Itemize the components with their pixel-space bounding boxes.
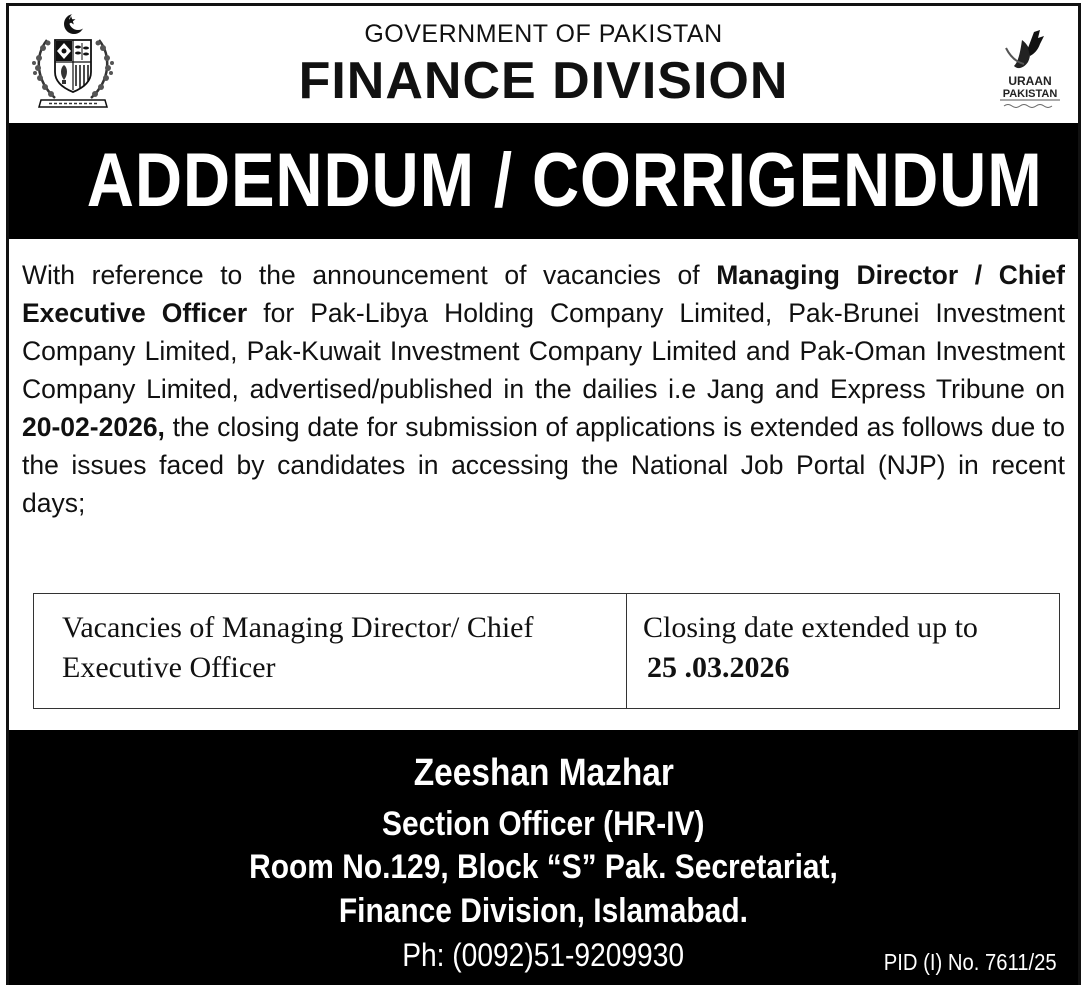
svg-text:PAKISTAN: PAKISTAN (1002, 88, 1058, 100)
uraan-pakistan-logo-icon (994, 26, 1066, 112)
phone-number: Ph: (0092)51-9209930 (402, 937, 685, 973)
government-title: GOVERNMENT OF PAKISTAN (364, 20, 723, 48)
table-cell-closing (627, 594, 1059, 708)
body-text-1: With reference to the announcement of vacancies of (22, 260, 717, 290)
advertisement-frame (6, 3, 1081, 985)
body-text-position: Managing Director / Chief Executive Officer (22, 260, 1065, 328)
body-text-3: the closing date for submission of applications is extended as follows due to the issues faced by candidates in accessing the National Job Portal (NJP) in recent days; (22, 412, 1065, 518)
addendum-banner (9, 123, 1078, 239)
officer-name: Zeeshan Mazhar (413, 752, 674, 794)
body-text-publish-date: 20-02-2026, (22, 412, 165, 442)
division-title: FINANCE DIVISION (298, 52, 789, 110)
address-line-2: Finance Division, Islamabad. (338, 892, 749, 930)
closing-date-table (33, 593, 1060, 709)
body-text-2: for Pak-Libya Holding Company Limited, Pak-Brunei Investment Company Limited, Pak-Kuwait Investment Company Limited and Pak-Oman Investment Company Limited, advertised/published in the dailies i.e Jang and Express Tribune on (22, 298, 1065, 404)
closing-date-value: 25 .03.2026 (647, 651, 790, 684)
body-paragraph (22, 256, 1065, 522)
officer-designation: Section Officer (HR-IV) (382, 805, 705, 843)
table-cell-position: Vacancies of Managing Director/ Chief Executive Officer (34, 594, 627, 708)
pid-number: PID (I) No. 7611/25 (883, 949, 1057, 975)
svg-text:URAAN: URAAN (1008, 74, 1052, 88)
contact-footer (9, 730, 1078, 985)
closing-date-label: Closing date extended up to (643, 611, 978, 644)
address-line-1: Room No.129, Block “S” Pak. Secretariat, (249, 848, 838, 886)
header (9, 6, 1078, 123)
banner-title: ADDENDUM / CORRIGENDUM (86, 138, 1043, 223)
